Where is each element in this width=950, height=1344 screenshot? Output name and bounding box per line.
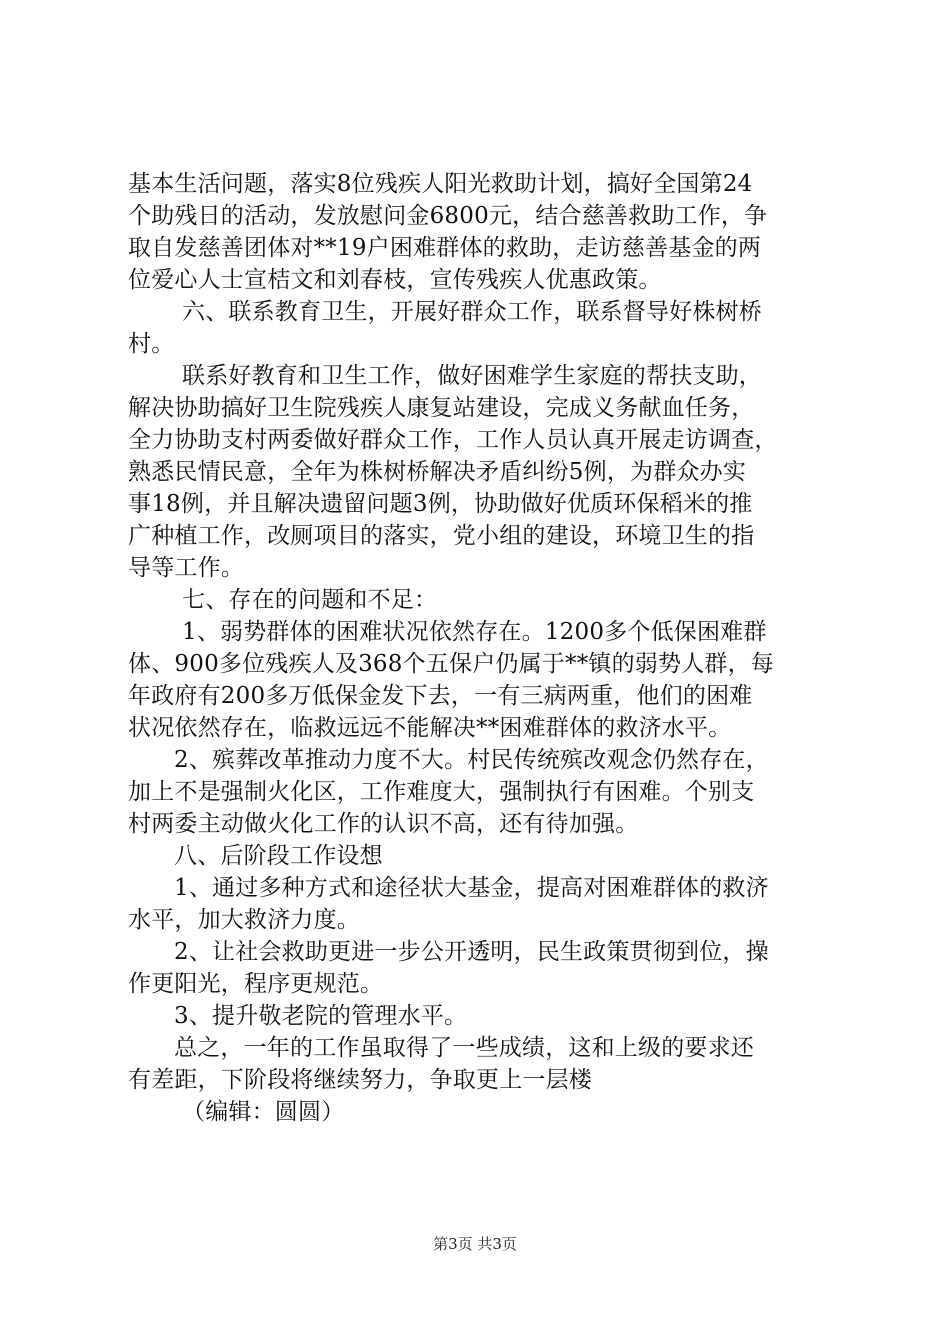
- document-line: 全力协助支村两委做好群众工作，工作人员认真开展走访调查，: [128, 427, 778, 453]
- document-line: 七、存在的问题和不足：: [182, 587, 438, 613]
- document-line: 个助残日的活动，发放慰问金6800元，结合慈善救助工作，争: [128, 203, 768, 229]
- document-line: 年政府有200多万低保金发下去，一有三病两重，他们的困难: [128, 683, 753, 709]
- document-line: 3、提升敬老院的管理水平。: [174, 1003, 468, 1029]
- document-line: 作更阳光，程序更规范。: [128, 971, 384, 997]
- document-line: 2、让社会救助更进一步公开透明，民生政策贯彻到位，操: [174, 939, 769, 965]
- document-line: 八、后阶段工作设想: [174, 843, 383, 869]
- document-line: 六、联系教育卫生，开展好群众工作，联系督导好株树桥: [182, 299, 762, 325]
- document-line: 取自发慈善团体对**19户困难群体的救助，走访慈善基金的两: [128, 235, 762, 261]
- document-line: 状况依然存在，临救远远不能解决**困难群体的救济水平。: [128, 715, 732, 741]
- document-line: 水平，加大救济力度。: [128, 907, 360, 933]
- document-line: 联系好教育和卫生工作，做好困难学生家庭的帮扶支助，: [182, 363, 762, 389]
- document-line: 1、弱势群体的困难状况依然存在。1200多个低保困难群: [182, 619, 767, 645]
- document-line: 有差距，下阶段将继续努力，争取更上一层楼: [128, 1067, 592, 1093]
- document-line: 位爱心人士宣桔文和刘春枝，宣传残疾人优惠政策。: [128, 267, 662, 293]
- document-line: 村。: [128, 331, 175, 357]
- document-line: 2、殡葬改革推动力度不大。村民传统殡改观念仍然存在，: [174, 747, 769, 773]
- page-footer: 第3页 共3页: [433, 1235, 517, 1253]
- document-line: 村两委主动做火化工作的认识不高，还有待加强。: [128, 811, 639, 837]
- document-line: 事18例，并且解决遗留问题3例，协助做好优质环保稻米的推: [128, 491, 753, 517]
- document-line: 总之，一年的工作虽取得了一些成绩，这和上级的要求还: [174, 1035, 754, 1061]
- document-line: 熟悉民情民意，全年为株树桥解决矛盾纠纷5例，为群众办实: [128, 459, 747, 485]
- document-line: 加上不是强制火化区，工作难度大，强制执行有困难。个别支: [128, 779, 755, 805]
- document-line: 广种植工作，改厕项目的落实，党小组的建设，环境卫生的指: [128, 523, 755, 549]
- document-line: （编辑：圆圆）: [182, 1099, 345, 1125]
- document-body: [128, 168, 828, 1128]
- document-line: 体、900多位残疾人及368个五保户仍属于**镇的弱势人群，每: [128, 651, 774, 677]
- document-line: 导等工作。: [128, 555, 244, 581]
- document-line: 基本生活问题，落实8位残疾人阳光救助计划，搞好全国第24: [128, 171, 753, 197]
- document-line: 1、通过多种方式和途径状大基金，提高对困难群体的救济: [174, 875, 769, 901]
- document-line: 解决协助搞好卫生院残疾人康复站建设，完成义务献血任务，: [128, 395, 755, 421]
